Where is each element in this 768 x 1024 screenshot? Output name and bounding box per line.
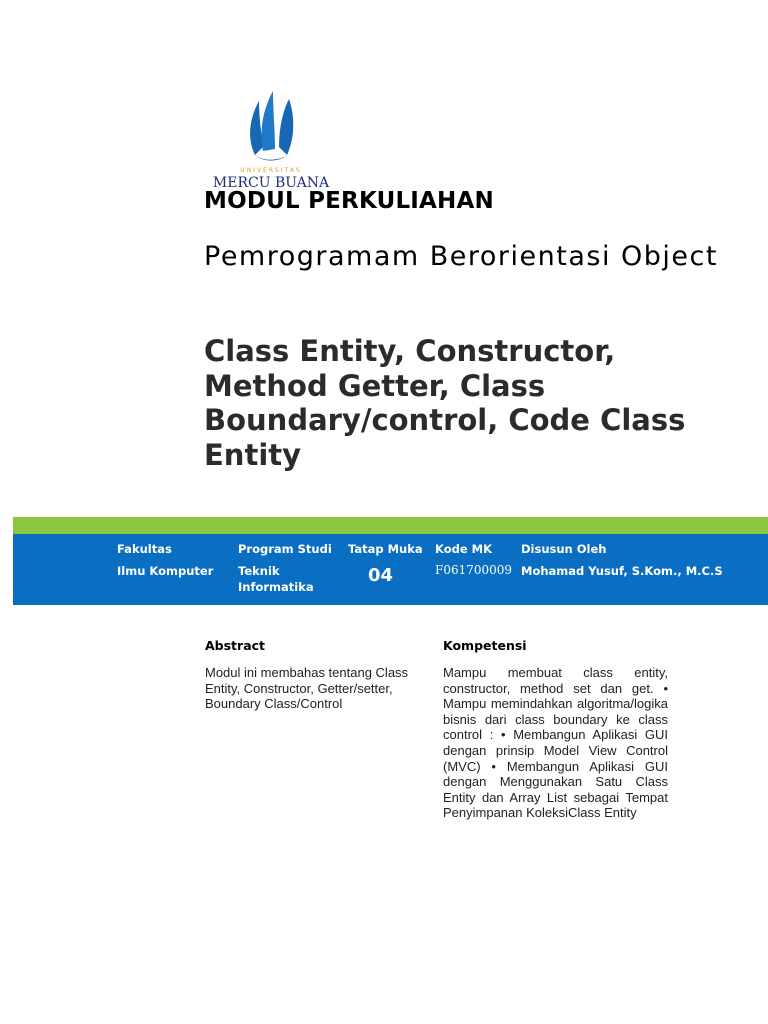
value-program-studi-line1: Teknik xyxy=(238,564,280,578)
value-kode-mk: F061700009 xyxy=(435,563,513,577)
logo-text-universitas: UNIVERSITAS xyxy=(240,167,302,174)
course-title: Pemrogramam Berorientasi Object xyxy=(204,241,718,272)
abstract-title: Abstract xyxy=(205,638,266,653)
value-disusun-oleh: Mohamad Yusuf, S.Kom., M.C.S xyxy=(521,564,723,578)
kompetensi-body: Mampu membuat class entity, constructor, method set dan get. • Mampu memindahkan algoritma/logika bisnis dari class boundary ke class control : • Membangun Aplikasi GUI dengan prinsip Model View Control (MVC) • Membangun Aplikasi GUI dengan Menggunakan Satu Class Entity dan Array List sebagai Tempat Penyimpanan KoleksiClass Entity xyxy=(443,665,668,821)
topic-title: Class Entity, Constructor, Method Getter, Class Boundary/control, Code Class Entity xyxy=(204,334,686,472)
header-tatap-muka: Tatap Muka xyxy=(348,542,423,556)
value-tatap-muka: 04 xyxy=(368,565,394,586)
university-logo xyxy=(203,87,339,192)
module-label: MODUL PERKULIAHAN xyxy=(204,188,494,214)
value-fakultas: Ilmu Komputer xyxy=(117,564,214,578)
header-fakultas: Fakultas xyxy=(117,542,172,556)
kompetensi-title: Kompetensi xyxy=(443,638,527,653)
green-band xyxy=(13,517,768,534)
logo-text-mercu-buana: MERCU BUANA xyxy=(212,175,330,191)
value-program-studi-line2: Informatika xyxy=(238,580,314,594)
header-program-studi: Program Studi xyxy=(238,542,332,556)
header-kode-mk: Kode MK xyxy=(435,542,493,556)
header-disusun-oleh: Disusun Oleh xyxy=(521,542,607,556)
abstract-body: Modul ini membahas tentang Class Entity, Constructor, Getter/setter, Boundary Class/Control xyxy=(205,665,409,712)
mercu-buana-flame-icon xyxy=(203,87,339,192)
